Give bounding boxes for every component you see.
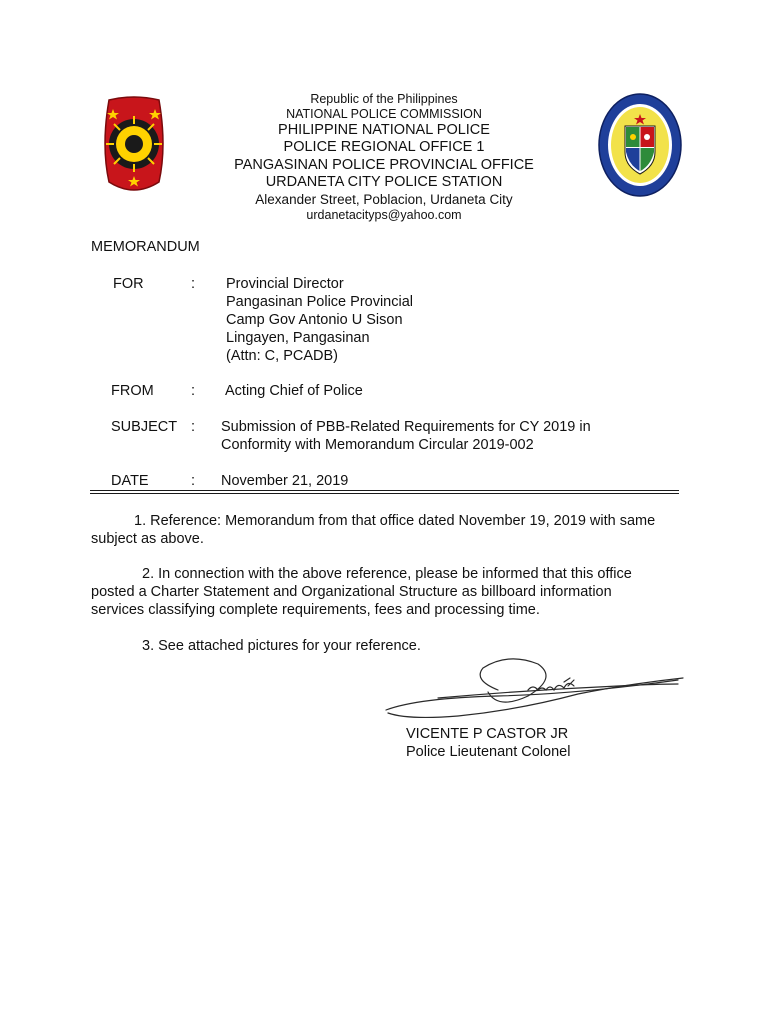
- para-2-line-2: posted a Charter Statement and Organizational Structure as billboard information: [91, 584, 612, 600]
- date-label: DATE: [111, 473, 149, 489]
- subject-label: SUBJECT: [111, 419, 178, 435]
- letterhead-provincial-office: PANGASINAN POLICE PROVINCIAL OFFICE: [234, 156, 534, 173]
- urdaneta-police-seal-logo: [597, 92, 683, 198]
- subject-line-2: Conformity with Memorandum Circular 2019-002: [221, 437, 534, 453]
- for-line-2: Pangasinan Police Provincial: [226, 294, 413, 310]
- letterhead-republic: Republic of the Philippines: [310, 92, 458, 106]
- pnp-seal-logo: [101, 96, 167, 196]
- subject-line-1: Submission of PBB-Related Requirements for CY 2019 in: [221, 419, 591, 435]
- signatory-rank: Police Lieutenant Colonel: [406, 744, 571, 760]
- letterhead-station: URDANETA CITY POLICE STATION: [265, 174, 503, 191]
- letterhead-pnp: PHILIPPINE NATIONAL POLICE: [278, 122, 490, 138]
- for-line-1: Provincial Director: [226, 276, 344, 292]
- letterhead-email: urdanetacityps@yahoo.com: [306, 207, 462, 222]
- handwritten-signature: [378, 650, 686, 730]
- subject-colon: :: [191, 419, 196, 435]
- from-colon: :: [191, 383, 196, 399]
- para-2-line-3: services classifying complete requirements, fees and processing time.: [91, 602, 540, 618]
- for-line-3: Camp Gov Antonio U Sison: [226, 312, 403, 328]
- for-colon: :: [191, 276, 196, 292]
- letterhead-address: Alexander Street, Poblacion, Urdaneta City: [255, 191, 513, 207]
- memo-title: MEMORANDUM: [91, 239, 200, 255]
- from-label: FROM: [111, 383, 154, 399]
- for-line-5: (Attn: C, PCADB): [226, 348, 338, 364]
- from-value: Acting Chief of Police: [225, 383, 363, 399]
- signatory-name: VICENTE P CASTOR JR: [406, 726, 569, 742]
- para-2-line-1: 2. In connection with the above reference, please be informed that this office: [142, 566, 632, 582]
- letterhead: [180, 92, 588, 223]
- para-1-line-1: 1. Reference: Memorandum from that office dated November 19, 2019 with same: [134, 513, 656, 529]
- header-divider-bottom: [90, 493, 679, 494]
- date-colon: :: [191, 473, 196, 489]
- letterhead-pro1: POLICE REGIONAL OFFICE 1: [283, 139, 485, 156]
- header-divider-top: [90, 490, 679, 491]
- para-1-line-2: subject as above.: [91, 531, 204, 547]
- letterhead-napolcom: NATIONAL POLICE COMMISSION: [286, 107, 482, 121]
- date-value: November 21, 2019: [221, 473, 349, 489]
- for-label: FOR: [113, 276, 144, 292]
- for-line-4: Lingayen, Pangasinan: [226, 330, 370, 346]
- para-3: 3. See attached pictures for your reference.: [142, 638, 421, 654]
